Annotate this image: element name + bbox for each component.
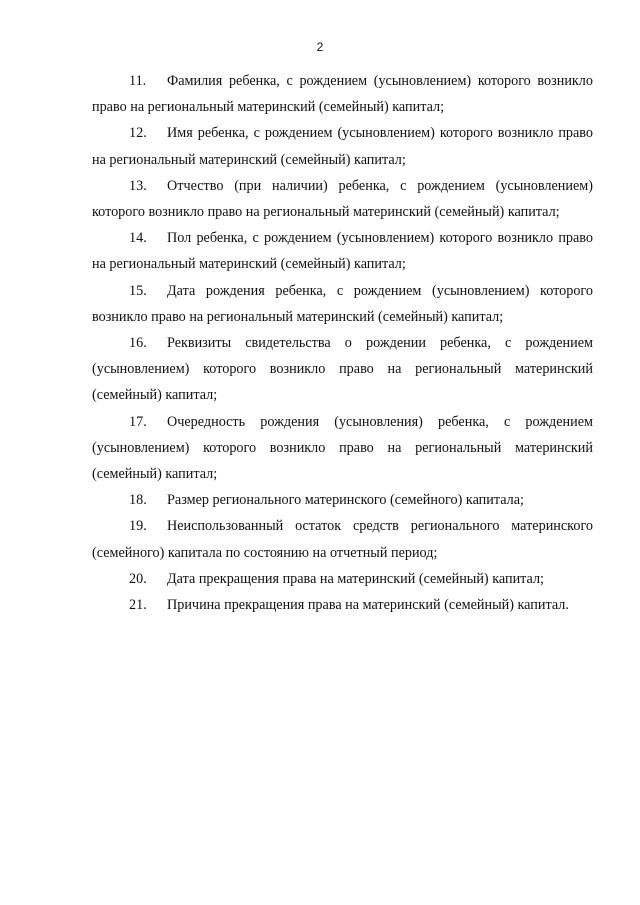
item-text: Очередность рождения (усыновления) ребенка, с рождением (усыновлением) которого возникло право на региональный материнский (семейный) капитал;	[92, 413, 593, 483]
item-number: 13.	[129, 177, 147, 194]
item-number: 19.	[129, 518, 147, 535]
list-item	[92, 409, 593, 488]
list-item	[92, 513, 593, 565]
list-item	[92, 566, 593, 592]
item-text: Пол ребенка, с рождением (усыновлением) которого возникло право на региональный материнский (семейный) капитал;	[92, 230, 593, 273]
list-item	[92, 487, 593, 513]
item-number: 14.	[129, 230, 147, 247]
item-text: Отчество (при наличии) ребенка, с рождением (усыновлением) которого возникло право на региональный материнский (семейный) капитал;	[92, 177, 593, 221]
item-text: Причина прекращения права на материнский (семейный) капитал.	[167, 597, 569, 614]
list-item	[92, 592, 593, 618]
item-text: Неиспользованный остаток средств регионального материнского (семейного) капитала по состоянию на отчетный период;	[92, 518, 593, 561]
item-text: Дата рождения ребенка, с рождением (усыновлением) которого возникло право на региональный материнский (семейный) капитал;	[92, 282, 593, 325]
item-number: 20.	[129, 570, 147, 587]
item-text: Размер регионального материнского (семейного) капитала;	[167, 492, 524, 509]
item-text: Фамилия ребенка, с рождением (усыновлением) которого возникло право на региональный материнский (семейный) капитал;	[92, 73, 593, 116]
item-text: Дата прекращения права на материнский (семейный) капитал;	[167, 570, 544, 587]
page-number: 2	[316, 40, 324, 54]
item-number: 16.	[129, 335, 147, 352]
item-number: 17.	[129, 413, 147, 430]
list-item	[92, 68, 593, 120]
item-number: 18.	[129, 492, 147, 509]
list-item	[92, 225, 593, 277]
item-number: 15.	[129, 282, 147, 299]
list-item	[92, 330, 593, 409]
item-number: 12.	[129, 125, 147, 142]
list-item	[92, 278, 593, 330]
item-number: 11.	[129, 73, 147, 89]
item-list	[92, 68, 593, 618]
item-number: 21.	[129, 597, 147, 614]
list-item	[92, 173, 593, 225]
list-item	[92, 120, 593, 172]
item-text: Имя ребенка, с рождением (усыновлением) которого возникло право на региональный материнский (семейный) капитал;	[92, 125, 593, 168]
item-text: Реквизиты свидетельства о рождении ребенка, с рождением (усыновлением) которого возникло право на региональный материнский (семейный) капитал;	[92, 335, 593, 404]
